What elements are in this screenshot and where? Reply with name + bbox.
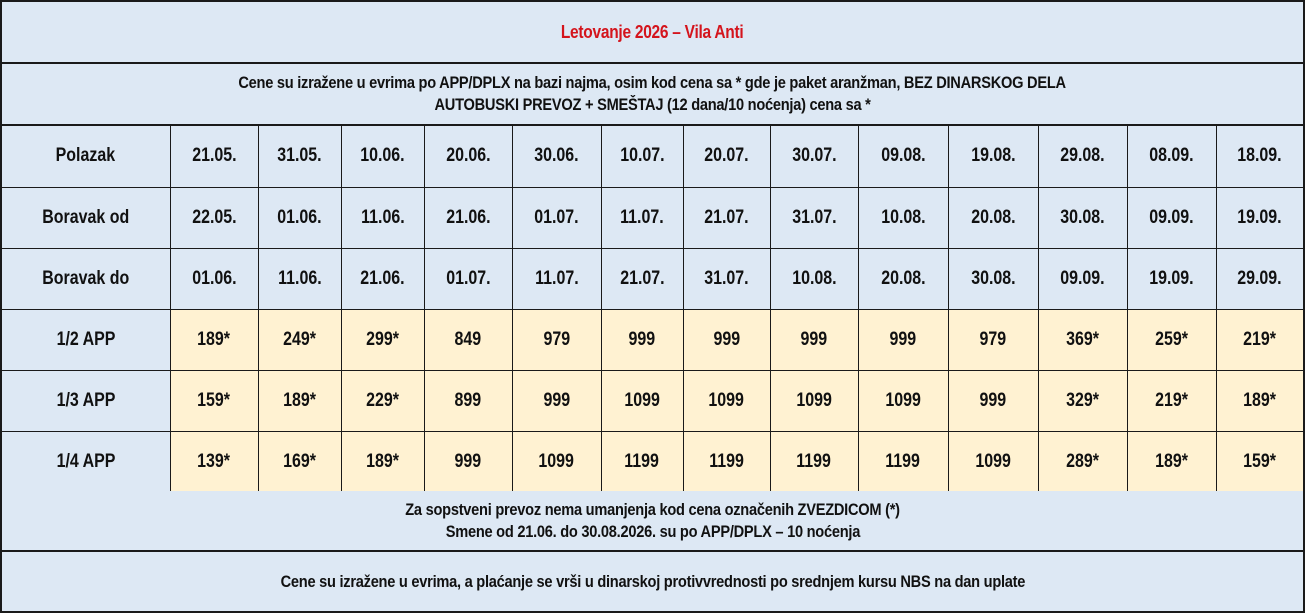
- date-value: 11.07.: [620, 206, 664, 228]
- row-label-cell: [2, 248, 170, 309]
- price-value: 999: [889, 328, 917, 350]
- date-cell: [512, 187, 601, 248]
- title-band: [2, 2, 1303, 64]
- footer-note: Cene su izražene u evrima, a plaćanje se vrši u dinarskoj protivvrednosti po srednjem kursu NBS na dan uplate: [280, 571, 1025, 591]
- date-cell: [341, 126, 424, 187]
- date-value: 09.08.: [880, 145, 926, 167]
- date-cell: [1038, 248, 1127, 309]
- price-value: 189*: [1155, 450, 1188, 472]
- price-cell: [1216, 309, 1303, 370]
- row-label: Polazak: [56, 145, 116, 167]
- date-cell: [258, 126, 341, 187]
- notes-band: [2, 491, 1303, 552]
- date-value: 10.08.: [791, 267, 837, 289]
- date-cell: [258, 187, 341, 248]
- date-cell: [858, 248, 948, 309]
- price-value: 899: [454, 389, 482, 411]
- price-cell: [948, 309, 1038, 370]
- price-cell: [1127, 370, 1216, 431]
- date-value: 01.07.: [534, 206, 579, 228]
- date-value: 20.06.: [445, 145, 491, 167]
- price-cell: [258, 370, 341, 431]
- price-cell: [948, 431, 1038, 492]
- date-value: 21.05.: [191, 145, 237, 167]
- row-label-cell: [2, 187, 170, 248]
- price-cell: [512, 431, 601, 492]
- date-value: 11.06.: [277, 267, 322, 289]
- price-cell: [170, 370, 258, 431]
- date-value: 01.07.: [445, 267, 491, 289]
- date-value: 18.09.: [1237, 145, 1282, 167]
- date-value: 21.07.: [619, 267, 665, 289]
- price-cell: [170, 431, 258, 492]
- price-cell: [683, 431, 770, 492]
- price-cell: [1127, 309, 1216, 370]
- price-cell: [858, 370, 948, 431]
- date-cell: [512, 248, 601, 309]
- date-value: 21.06.: [445, 206, 491, 228]
- price-value: 1099: [796, 389, 832, 411]
- date-value: 31.07.: [704, 267, 749, 289]
- price-cell: [770, 309, 858, 370]
- date-value: 20.08.: [970, 206, 1016, 228]
- date-cell: [341, 187, 424, 248]
- table-row-1-4-app: [2, 431, 1303, 492]
- price-cell: [170, 309, 258, 370]
- date-cell: [770, 187, 858, 248]
- price-value: 139*: [197, 450, 231, 472]
- date-value: 22.05.: [191, 206, 237, 228]
- price-value: 189*: [283, 389, 316, 411]
- price-cell: [1216, 370, 1303, 431]
- price-value: 169*: [283, 450, 316, 472]
- price-cell: [770, 431, 858, 492]
- price-cell: [1216, 431, 1303, 492]
- date-value: 29.09.: [1237, 267, 1282, 289]
- price-cell: [258, 431, 341, 492]
- date-cell: [341, 248, 424, 309]
- price-cell: [512, 309, 601, 370]
- price-value: 249*: [283, 328, 316, 350]
- price-value: 1099: [624, 389, 660, 411]
- price-value: 1199: [709, 450, 744, 472]
- price-value: 999: [454, 450, 482, 472]
- date-cell: [770, 126, 858, 187]
- row-label-cell: [2, 309, 170, 370]
- row-label: 1/3 APP: [56, 389, 116, 411]
- date-cell: [948, 248, 1038, 309]
- price-value: 369*: [1066, 328, 1099, 350]
- price-value: 999: [628, 328, 656, 350]
- price-value: 259*: [1155, 328, 1188, 350]
- date-value: 09.09.: [1060, 267, 1105, 289]
- price-table: [2, 126, 1303, 493]
- date-cell: [601, 248, 683, 309]
- date-cell: [258, 248, 341, 309]
- price-value: 999: [713, 328, 740, 350]
- price-cell: [1038, 431, 1127, 492]
- date-value: 30.08.: [1060, 206, 1105, 228]
- price-cell: [601, 370, 683, 431]
- date-cell: [1216, 187, 1303, 248]
- date-value: 20.08.: [880, 267, 926, 289]
- date-cell: [858, 126, 948, 187]
- date-value: 01.06.: [277, 206, 322, 228]
- date-cell: [170, 248, 258, 309]
- price-cell: [424, 309, 512, 370]
- price-cell: [601, 431, 683, 492]
- intro-line-1: Cene su izražene u evrima po APP/DPLX na bazi najma, osim kod cena sa * gde je paket aranžman, BEZ DINARSKOG DELA: [238, 73, 1067, 92]
- date-cell: [858, 187, 948, 248]
- date-value: 29.08.: [1060, 145, 1105, 167]
- date-value: 20.07.: [704, 145, 749, 167]
- date-cell: [683, 248, 770, 309]
- table-row-boravak-do: [2, 248, 1303, 309]
- date-cell: [770, 248, 858, 309]
- date-cell: [1127, 187, 1216, 248]
- date-value: 30.06.: [534, 145, 579, 167]
- table-row-1-3-app: [2, 370, 1303, 431]
- date-cell: [1216, 126, 1303, 187]
- price-cell: [424, 431, 512, 492]
- price-cell: [1038, 309, 1127, 370]
- price-value: 189*: [1243, 389, 1277, 411]
- footer-band: [2, 552, 1303, 611]
- date-cell: [1127, 248, 1216, 309]
- row-label: 1/4 APP: [56, 450, 116, 472]
- price-value: 189*: [366, 450, 399, 472]
- date-value: 21.06.: [360, 267, 405, 289]
- price-value: 999: [800, 328, 828, 350]
- table-row-polazak: [2, 126, 1303, 187]
- date-cell: [948, 126, 1038, 187]
- date-value: 21.07.: [704, 206, 749, 228]
- date-value: 30.07.: [791, 145, 837, 167]
- row-label-cell: [2, 370, 170, 431]
- date-cell: [601, 126, 683, 187]
- price-cell: [341, 370, 424, 431]
- price-cell: [1038, 370, 1127, 431]
- price-value: 1099: [975, 450, 1011, 472]
- price-value: 219*: [1155, 389, 1188, 411]
- price-cell: [683, 309, 770, 370]
- price-cell: [858, 309, 948, 370]
- date-cell: [1038, 187, 1127, 248]
- row-label: Boravak do: [42, 267, 130, 289]
- price-value: 219*: [1243, 328, 1277, 350]
- date-cell: [512, 126, 601, 187]
- date-value: 19.08.: [970, 145, 1016, 167]
- price-cell: [770, 370, 858, 431]
- price-value: 229*: [366, 389, 399, 411]
- price-value: 1199: [885, 450, 921, 472]
- intro-band: [2, 64, 1303, 126]
- date-cell: [424, 248, 512, 309]
- date-cell: [1127, 126, 1216, 187]
- page-title: Letovanje 2026 – Vila Anti: [561, 22, 744, 42]
- date-cell: [1038, 126, 1127, 187]
- price-value: 1199: [624, 450, 660, 472]
- date-cell: [1216, 248, 1303, 309]
- price-cell: [512, 370, 601, 431]
- price-value: 159*: [197, 389, 231, 411]
- date-value: 19.09.: [1149, 267, 1194, 289]
- price-value: 329*: [1066, 389, 1099, 411]
- price-value: 979: [979, 328, 1007, 350]
- note-line-1: Za sopstveni prevoz nema umanjenja kod cena označenih ZVEZDICOM (*): [405, 499, 900, 519]
- price-value: 299*: [366, 328, 399, 350]
- date-value: 10.07.: [619, 145, 665, 167]
- price-value: 849: [454, 328, 482, 350]
- price-value: 999: [543, 389, 570, 411]
- note-line-2: Smene od 21.06. do 30.08.2026. su po APP/DPLX – 10 noćenja: [445, 521, 860, 541]
- date-value: 31.05.: [277, 145, 322, 167]
- price-value: 979: [543, 328, 570, 350]
- price-cell: [948, 370, 1038, 431]
- price-cell: [258, 309, 341, 370]
- price-cell: [683, 370, 770, 431]
- date-value: 10.08.: [880, 206, 926, 228]
- date-cell: [424, 126, 512, 187]
- row-label-cell: [2, 126, 170, 187]
- price-cell: [341, 309, 424, 370]
- date-value: 10.06.: [360, 145, 405, 167]
- date-value: 11.06.: [360, 206, 405, 228]
- table-row-boravak-od: [2, 187, 1303, 248]
- price-value: 159*: [1243, 450, 1277, 472]
- date-value: 30.08.: [970, 267, 1016, 289]
- date-cell: [170, 187, 258, 248]
- table-row-1-2-app: [2, 309, 1303, 370]
- row-label-cell: [2, 431, 170, 492]
- date-cell: [683, 187, 770, 248]
- row-label: Boravak od: [42, 206, 130, 228]
- price-cell: [858, 431, 948, 492]
- intro-line-2: AUTOBUSKI PREVOZ + SMEŠTAJ (12 dana/10 noćenja) cena sa *: [434, 95, 871, 114]
- row-label: 1/2 APP: [56, 328, 116, 350]
- price-value: 1099: [708, 389, 745, 411]
- date-cell: [424, 187, 512, 248]
- price-value: 1099: [885, 389, 921, 411]
- price-cell: [1127, 431, 1216, 492]
- date-value: 08.09.: [1149, 145, 1194, 167]
- price-cell: [601, 309, 683, 370]
- price-value: 1199: [796, 450, 832, 472]
- price-cell: [341, 431, 424, 492]
- date-cell: [683, 126, 770, 187]
- price-value: 999: [979, 389, 1007, 411]
- date-value: 01.06.: [191, 267, 237, 289]
- date-cell: [170, 126, 258, 187]
- date-value: 09.09.: [1149, 206, 1194, 228]
- price-cell: [424, 370, 512, 431]
- price-value: 189*: [197, 328, 231, 350]
- date-cell: [601, 187, 683, 248]
- date-cell: [948, 187, 1038, 248]
- date-value: 19.09.: [1237, 206, 1282, 228]
- date-value: 31.07.: [791, 206, 837, 228]
- price-value: 1099: [538, 450, 575, 472]
- date-value: 11.07.: [534, 267, 579, 289]
- price-value: 289*: [1066, 450, 1099, 472]
